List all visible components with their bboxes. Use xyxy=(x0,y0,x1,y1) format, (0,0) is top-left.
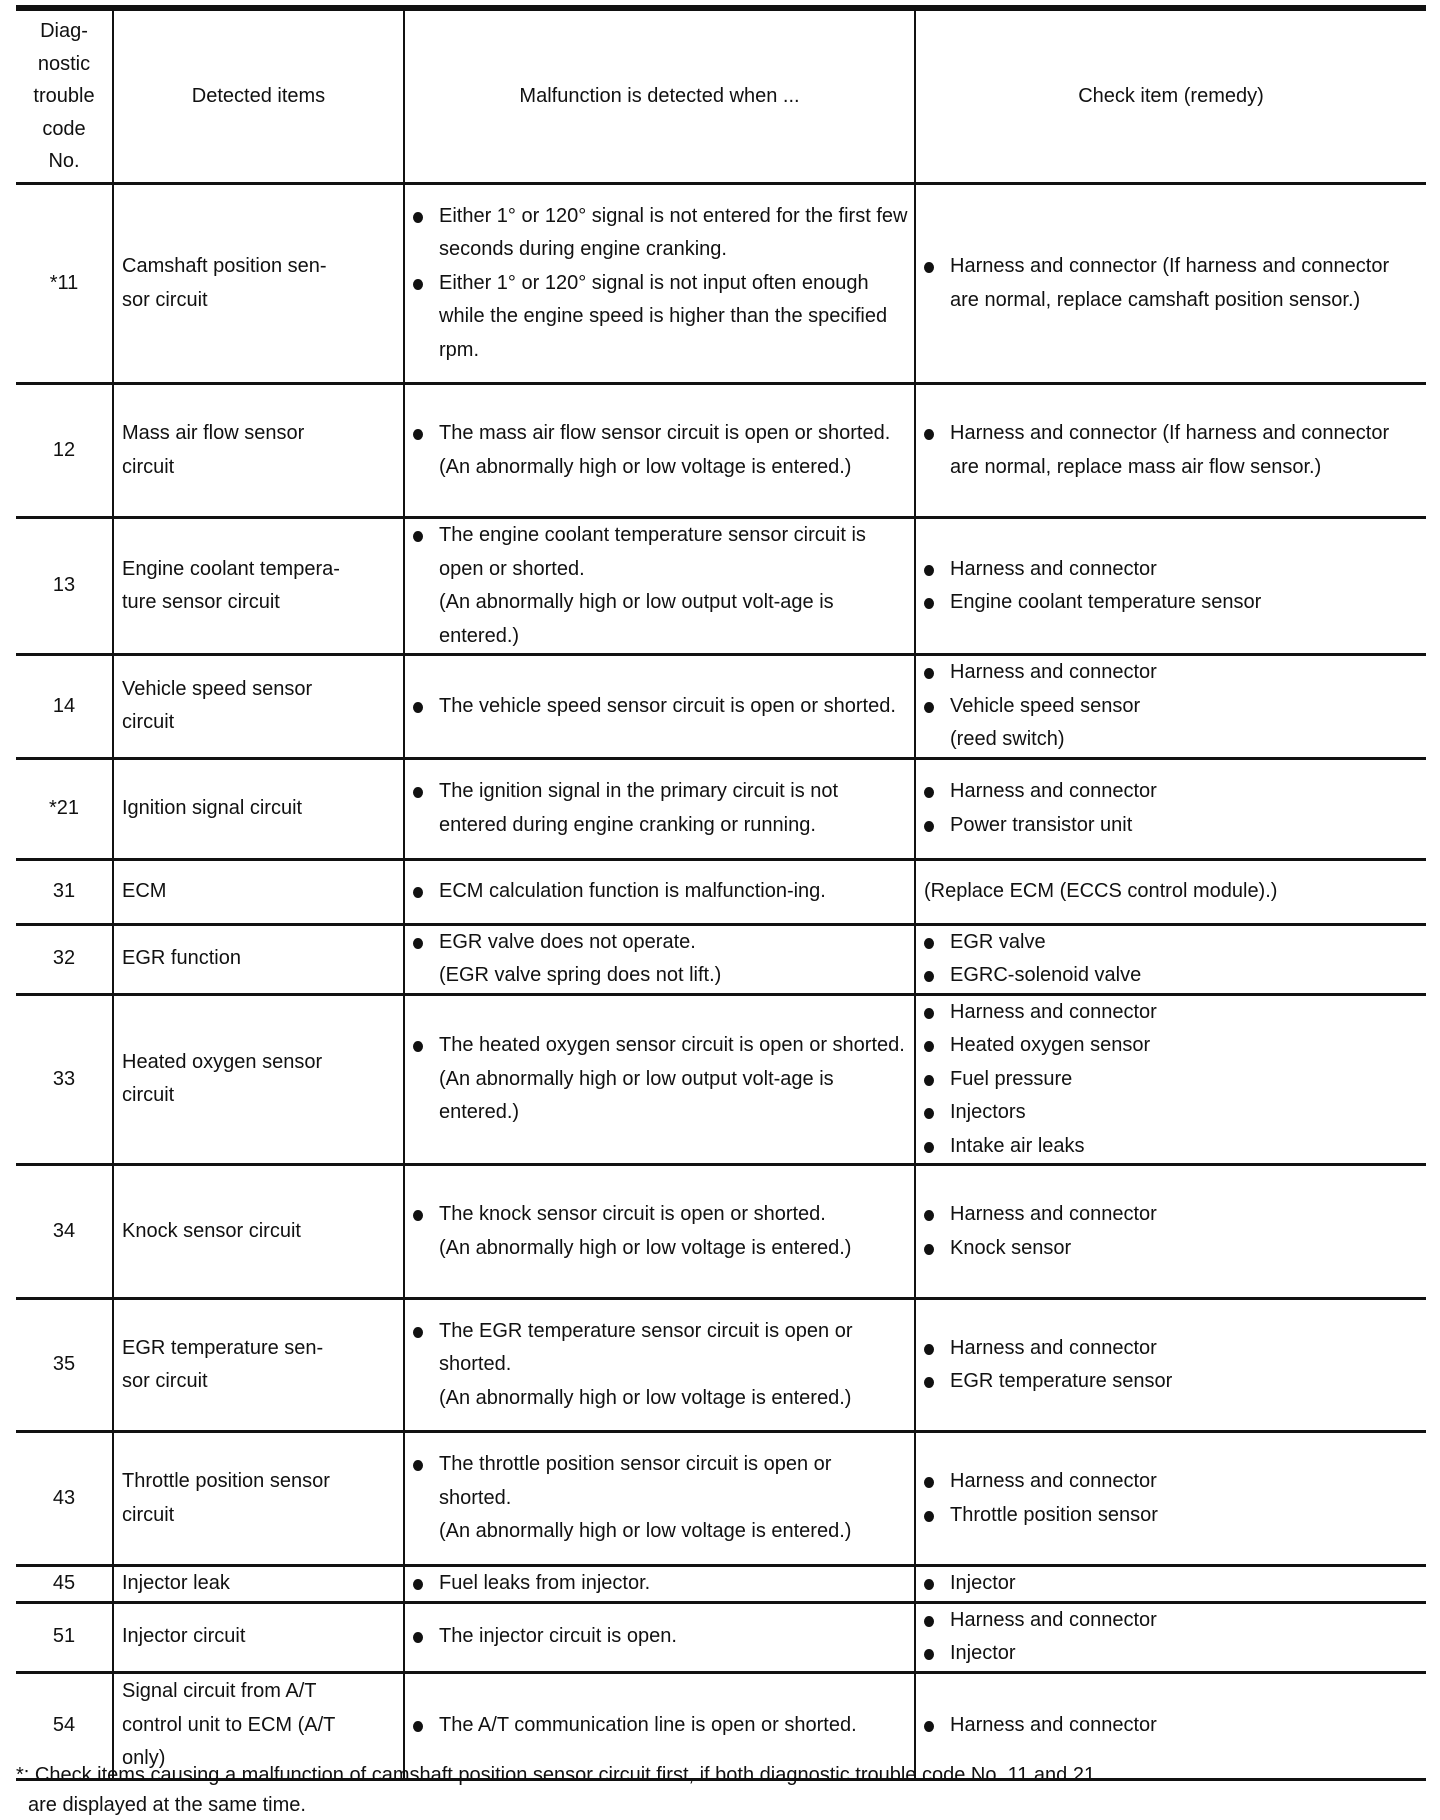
bullet-icon xyxy=(413,938,423,949)
footnote-line-1: *: Check items causing a malfunction of camshaft position sensor circuit first, if both diagnostic trouble code No. 11 and 21 xyxy=(16,1764,1096,1786)
detected-item-cell: Vehicle speed sensor circuit xyxy=(113,655,404,759)
check-list-item xyxy=(924,553,1420,587)
malfunction-cell xyxy=(404,859,915,924)
malfunction-list-item xyxy=(413,1620,908,1654)
table-row xyxy=(16,518,1426,655)
check-text: Harness and connector (If harness and connector are normal, replace camshaft position sensor.) xyxy=(950,255,1390,311)
check-list-item xyxy=(924,1637,1420,1671)
bullet-icon xyxy=(413,429,423,440)
detected-item-cell: Engine coolant tempera- ture sensor circuit xyxy=(113,518,404,655)
bullet-icon xyxy=(413,887,423,898)
check-list-item xyxy=(924,1130,1420,1164)
malfunction-text: ECM calculation function is malfunction-ing. xyxy=(439,879,826,902)
bullet-icon xyxy=(924,1616,934,1627)
code-cell: 33 xyxy=(16,994,113,1165)
bullet-icon xyxy=(924,1142,934,1153)
code-cell: 51 xyxy=(16,1602,113,1672)
malfunction-cell xyxy=(404,1299,915,1432)
malfunction-list-item xyxy=(413,267,908,368)
check-item-cell xyxy=(915,1299,1426,1432)
check-list-item xyxy=(924,250,1420,317)
check-item-cell xyxy=(915,859,1426,924)
malfunction-text: The throttle position sensor circuit is open or shorted. (An abnormally high or low voltage is entered.) xyxy=(439,1453,852,1543)
code-cell: 54 xyxy=(16,1672,113,1779)
check-list xyxy=(924,926,1420,993)
check-text: Harness and connector xyxy=(950,780,1157,802)
malfunction-list xyxy=(413,1315,908,1416)
malfunction-text: EGR valve does not operate. (EGR valve spring does not lift.) xyxy=(439,930,722,986)
bullet-icon xyxy=(924,971,934,982)
check-text: Fuel pressure xyxy=(950,1067,1073,1090)
check-text: Throttle position sensor xyxy=(950,1503,1158,1526)
malfunction-cell xyxy=(404,184,915,384)
check-text: Heated oxygen sensor xyxy=(950,1034,1151,1056)
check-text: Knock sensor xyxy=(950,1236,1072,1259)
check-item-cell xyxy=(915,924,1426,994)
malfunction-list xyxy=(413,1448,908,1549)
malfunction-cell xyxy=(404,384,915,518)
malfunction-list-item xyxy=(413,519,908,653)
malfunction-list xyxy=(413,1029,908,1130)
check-text: Intake air leaks xyxy=(950,1134,1085,1157)
check-list-item xyxy=(924,690,1420,757)
table-row xyxy=(16,384,1426,518)
bullet-icon xyxy=(924,262,934,273)
table-row xyxy=(16,1566,1426,1603)
check-list xyxy=(924,996,1420,1164)
bullet-icon xyxy=(413,1327,423,1338)
check-list-item xyxy=(924,875,1420,909)
code-cell: 14 xyxy=(16,655,113,759)
bullet-icon xyxy=(924,1579,934,1590)
bullet-icon xyxy=(413,279,423,290)
detected-item-cell: Injector circuit xyxy=(113,1602,404,1672)
bullet-icon xyxy=(924,1041,934,1052)
check-list xyxy=(924,417,1420,484)
diagnostic-trouble-code-table xyxy=(16,8,1426,1781)
bullet-icon xyxy=(924,1377,934,1388)
check-list-item xyxy=(924,1567,1420,1601)
table-row xyxy=(16,758,1426,859)
malfunction-list-item xyxy=(413,926,908,993)
check-list xyxy=(924,775,1420,842)
footnote-line-2: are displayed at the same time. xyxy=(28,1794,306,1816)
header-check-item xyxy=(915,10,1426,184)
check-text: Power transistor unit xyxy=(950,813,1133,836)
malfunction-cell xyxy=(404,1165,915,1299)
check-item-cell xyxy=(915,655,1426,759)
malfunction-text: Either 1° or 120° signal is not entered for the first few seconds during engine cranking. xyxy=(439,204,908,261)
malfunction-list xyxy=(413,417,908,484)
check-text: Harness and connector xyxy=(950,1713,1157,1736)
malfunction-list xyxy=(413,1198,908,1265)
header-malfunction xyxy=(404,10,915,184)
header-detected-items-label: Detected items xyxy=(191,84,326,107)
check-list-item xyxy=(924,1465,1420,1499)
bullet-icon xyxy=(413,1460,423,1471)
malfunction-list-item xyxy=(413,417,908,484)
check-list-item xyxy=(924,809,1420,843)
header-malfunction-label: Malfunction is detected when ... xyxy=(519,84,800,107)
check-list-item xyxy=(924,586,1420,620)
malfunction-cell xyxy=(404,1566,915,1603)
detected-item-cell: Knock sensor circuit xyxy=(113,1165,404,1299)
detected-item-cell: ECM xyxy=(113,859,404,924)
malfunction-cell xyxy=(404,924,915,994)
check-text: Engine coolant temperature sensor xyxy=(950,591,1262,613)
malfunction-list xyxy=(413,519,908,653)
malfunction-text: The vehicle speed sensor circuit is open or shorted. xyxy=(439,694,896,717)
table-row xyxy=(16,994,1426,1165)
check-list-item xyxy=(924,1332,1420,1366)
detected-item-cell: Ignition signal circuit xyxy=(113,758,404,859)
detected-item-cell: Mass air flow sensor circuit xyxy=(113,384,404,518)
malfunction-list xyxy=(413,690,908,724)
check-list xyxy=(924,1465,1420,1532)
code-cell: 12 xyxy=(16,384,113,518)
malfunction-list-item xyxy=(413,200,908,267)
malfunction-list-item xyxy=(413,1315,908,1416)
malfunction-text: The A/T communication line is open or shorted. xyxy=(439,1713,857,1736)
check-list-item xyxy=(924,1604,1420,1638)
check-item-cell xyxy=(915,518,1426,655)
check-item-cell xyxy=(915,1602,1426,1672)
detected-item-cell: Throttle position sensor circuit xyxy=(113,1432,404,1566)
bullet-icon xyxy=(924,1008,934,1019)
bullet-icon xyxy=(924,668,934,679)
table-row xyxy=(16,1299,1426,1432)
detected-item-cell: Heated oxygen sensor circuit xyxy=(113,994,404,1165)
detected-item-cell: EGR temperature sen- sor circuit xyxy=(113,1299,404,1432)
malfunction-list-item xyxy=(413,690,908,724)
check-text: EGRC-solenoid valve xyxy=(950,964,1142,986)
check-list-item xyxy=(924,926,1420,960)
check-text: EGR temperature sensor xyxy=(950,1370,1173,1392)
malfunction-list xyxy=(413,200,908,368)
check-list-item xyxy=(924,656,1420,690)
code-cell: 35 xyxy=(16,1299,113,1432)
bullet-icon xyxy=(924,1511,934,1522)
malfunction-cell xyxy=(404,994,915,1165)
bullet-icon xyxy=(924,938,934,949)
check-text: Injector xyxy=(950,1642,1016,1664)
malfunction-cell xyxy=(404,758,915,859)
check-text: Injectors xyxy=(950,1101,1026,1123)
malfunction-list-item xyxy=(413,875,908,909)
table-row xyxy=(16,1165,1426,1299)
malfunction-text: The injector circuit is open. xyxy=(439,1625,677,1648)
malfunction-list-item xyxy=(413,1448,908,1549)
bullet-icon xyxy=(413,212,423,223)
malfunction-list-item xyxy=(413,775,908,842)
header-code xyxy=(16,10,113,184)
malfunction-list-item xyxy=(413,1567,908,1601)
check-list xyxy=(924,1198,1420,1265)
check-list-item xyxy=(924,1029,1420,1063)
malfunction-cell xyxy=(404,655,915,759)
bullet-icon xyxy=(924,1649,934,1660)
check-list-item xyxy=(924,1499,1420,1533)
header-code-label: Diag- nostic trouble code No. xyxy=(33,20,95,173)
bullet-icon xyxy=(413,787,423,798)
malfunction-text: The heated oxygen sensor circuit is open or shorted. (An abnormally high or low output volt-age is entered.) xyxy=(439,1034,905,1123)
bullet-icon xyxy=(924,1477,934,1488)
malfunction-list xyxy=(413,875,908,909)
table-row xyxy=(16,1602,1426,1672)
malfunction-cell xyxy=(404,518,915,655)
check-item-cell xyxy=(915,1165,1426,1299)
bullet-icon xyxy=(413,1041,423,1052)
bullet-icon xyxy=(924,702,934,713)
bullet-icon xyxy=(924,787,934,798)
check-list-item xyxy=(924,996,1420,1030)
check-list-item xyxy=(924,1198,1420,1232)
bullet-icon xyxy=(924,598,934,609)
check-list xyxy=(924,250,1420,317)
check-text: Harness and connector xyxy=(950,1336,1157,1359)
check-text: Harness and connector xyxy=(950,661,1157,683)
code-cell: *11 xyxy=(16,184,113,384)
table-row xyxy=(16,859,1426,924)
code-cell: 31 xyxy=(16,859,113,924)
malfunction-text: The knock sensor circuit is open or shorted. (An abnormally high or low voltage is entered.) xyxy=(439,1203,852,1259)
table-row xyxy=(16,184,1426,384)
check-text: (Replace ECM (ECCS control module).) xyxy=(924,879,1278,902)
check-list-item xyxy=(924,1232,1420,1266)
check-item-cell xyxy=(915,1566,1426,1603)
bullet-icon xyxy=(924,821,934,832)
malfunction-list xyxy=(413,1709,908,1743)
check-item-cell xyxy=(915,384,1426,518)
malfunction-cell xyxy=(404,1602,915,1672)
table-row xyxy=(16,924,1426,994)
check-list xyxy=(924,656,1420,757)
code-cell: *21 xyxy=(16,758,113,859)
footnote xyxy=(16,1760,1426,1820)
table-row xyxy=(16,655,1426,759)
detected-item-cell: Injector leak xyxy=(113,1566,404,1603)
check-list-item xyxy=(924,1365,1420,1399)
check-text: Vehicle speed sensor (reed switch) xyxy=(950,694,1141,750)
malfunction-list-item xyxy=(413,1198,908,1265)
malfunction-cell xyxy=(404,1432,915,1566)
bullet-icon xyxy=(413,1721,423,1732)
check-list-item xyxy=(924,1709,1420,1743)
bullet-icon xyxy=(413,702,423,713)
bullet-icon xyxy=(924,1108,934,1119)
table-row xyxy=(16,1432,1426,1566)
bullet-icon xyxy=(924,1210,934,1221)
check-text: EGR valve xyxy=(950,930,1046,953)
code-cell: 34 xyxy=(16,1165,113,1299)
bullet-icon xyxy=(924,1344,934,1355)
bullet-icon xyxy=(924,1244,934,1255)
check-text: Harness and connector xyxy=(950,1203,1157,1225)
malfunction-list xyxy=(413,1620,908,1654)
malfunction-text: Either 1° or 120° signal is not input often enough while the engine speed is higher than the specified rpm. xyxy=(439,271,888,361)
bullet-icon xyxy=(924,429,934,440)
check-list-item xyxy=(924,775,1420,809)
check-text: Harness and connector xyxy=(950,1470,1157,1492)
check-list-item xyxy=(924,959,1420,993)
check-text: Injector xyxy=(950,1572,1016,1594)
check-item-cell xyxy=(915,1432,1426,1566)
check-list xyxy=(924,553,1420,620)
check-list xyxy=(924,875,1420,909)
check-text: Harness and connector xyxy=(950,1000,1157,1023)
malfunction-list xyxy=(413,1567,908,1601)
bullet-icon xyxy=(924,1721,934,1732)
check-text: Harness and connector xyxy=(950,557,1157,580)
bullet-icon xyxy=(413,1632,423,1643)
malfunction-text: The EGR temperature sensor circuit is open or shorted. (An abnormally high or low voltage is entered.) xyxy=(439,1319,853,1409)
bullet-icon xyxy=(924,565,934,576)
malfunction-text: Fuel leaks from injector. xyxy=(439,1572,651,1594)
malfunction-text: The engine coolant temperature sensor circuit is open or shorted. (An abnormally high or low output volt-age is entered.) xyxy=(439,524,866,647)
bullet-icon xyxy=(413,1210,423,1221)
check-list-item xyxy=(924,417,1420,484)
check-list xyxy=(924,1332,1420,1399)
code-cell: 32 xyxy=(16,924,113,994)
table-body xyxy=(16,184,1426,1780)
code-cell: 43 xyxy=(16,1432,113,1566)
malfunction-list-item xyxy=(413,1709,908,1743)
check-list xyxy=(924,1604,1420,1671)
malfunction-list xyxy=(413,775,908,842)
code-cell: 45 xyxy=(16,1566,113,1603)
header-detected-items xyxy=(113,10,404,184)
bullet-icon xyxy=(413,531,423,542)
check-list xyxy=(924,1567,1420,1601)
check-list-item xyxy=(924,1063,1420,1097)
detected-item-cell: Signal circuit from A/T control unit to ECM (A/T only) xyxy=(113,1672,404,1779)
header-row xyxy=(16,10,1426,184)
code-cell: 13 xyxy=(16,518,113,655)
malfunction-list-item xyxy=(413,1029,908,1130)
malfunction-text: The mass air flow sensor circuit is open or shorted. (An abnormally high or low voltage is entered.) xyxy=(439,422,891,478)
bullet-icon xyxy=(924,1075,934,1086)
check-list xyxy=(924,1709,1420,1743)
malfunction-list xyxy=(413,926,908,993)
check-text: Harness and connector (If harness and connector are normal, replace mass air flow sensor.) xyxy=(950,422,1390,478)
malfunction-text: The ignition signal in the primary circuit is not entered during engine cranking or running. xyxy=(439,780,839,836)
bullet-icon xyxy=(413,1579,423,1590)
check-text: Harness and connector xyxy=(950,1608,1157,1631)
detected-item-cell: Camshaft position sen- sor circuit xyxy=(113,184,404,384)
check-list-item xyxy=(924,1096,1420,1130)
check-item-cell xyxy=(915,994,1426,1165)
detected-item-cell: EGR function xyxy=(113,924,404,994)
check-item-cell xyxy=(915,184,1426,384)
check-item-cell xyxy=(915,758,1426,859)
header-check-item-label: Check item (remedy) xyxy=(1078,84,1264,107)
